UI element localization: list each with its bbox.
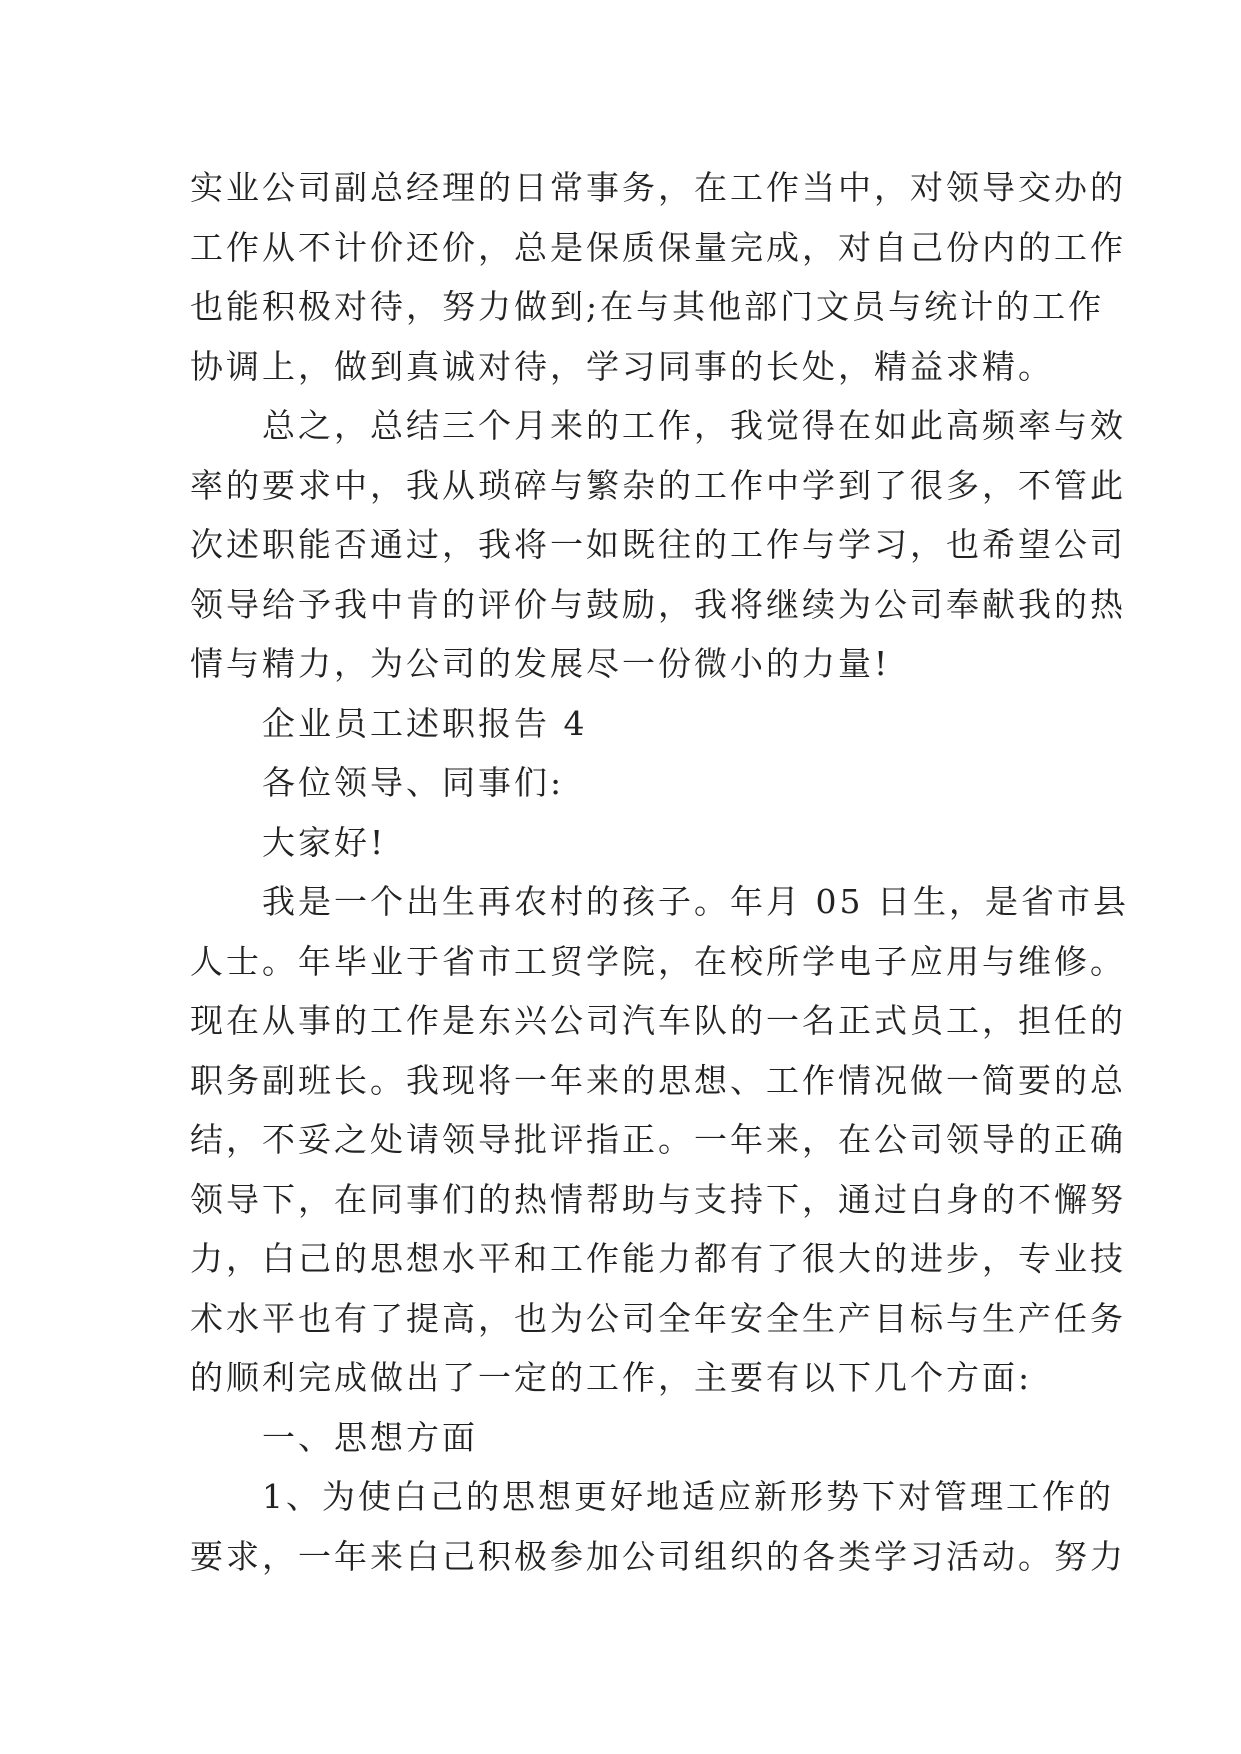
text-line: 领导下，在同事们的热情帮助与支持下，通过白身的不懈努	[190, 1179, 1126, 1219]
text-line: 力，白己的思想水平和工作能力都有了很大的进步，专业技	[190, 1239, 1126, 1278]
text-line: 现在从事的工作是东兴公司汽车队的一名正式员工，担任的	[190, 1001, 1126, 1040]
text-line: 情与精力，为公司的发展尽一份微小的力量!	[190, 644, 891, 683]
text-line: 我是一个出生再农村的孩子。年月 05 日生，是省市县	[190, 882, 1129, 921]
text-line: 总之，总结三个月来的工作，我觉得在如此高频率与效	[190, 406, 1126, 445]
subsection-heading: 一、思想方面	[190, 1417, 478, 1457]
text-line: 人士。年毕业于省市工贸学院，在校所学电子应用与维修。	[190, 941, 1126, 981]
text-line: 1、为使白己的思想更好地适应新形势下对管理工作的	[190, 1477, 1114, 1516]
body-text	[190, 158, 1129, 1586]
text-line: 术水平也有了提高，也为公司全年安全生产目标与生产任务	[190, 1298, 1126, 1338]
text-line: 结，不妥之处请领导批评指正。一年来，在公司领导的正确	[190, 1120, 1126, 1159]
text-line: 实业公司副总经理的日常事务，在工作当中，对领导交办的	[190, 168, 1126, 207]
text-line: 的顺利完成做出了一定的工作，主要有以下几个方面:	[190, 1358, 1033, 1397]
text-line: 协调上，做到真诚对待，学习同事的长处，精益求精。	[190, 346, 1054, 386]
text-line: 率的要求中，我从琐碎与繁杂的工作中学到了很多，不管此	[190, 465, 1126, 505]
text-line: 要求，一年来白己积极参加公司组织的各类学习活动。努力	[190, 1536, 1126, 1576]
greeting: 大家好!	[190, 822, 387, 862]
text-line: 也能积极对待，努力做到;在与其他部门文员与统计的工作	[190, 287, 1105, 326]
salutation: 各位领导、同事们:	[190, 763, 565, 802]
section-heading: 企业员工述职报告 4	[190, 703, 588, 743]
text-line: 工作从不计价还价，总是保质保量完成，对自己份内的工作	[190, 227, 1126, 267]
text-line: 领导给予我中肯的评价与鼓励，我将继续为公司奉献我的热	[190, 584, 1126, 624]
text-line: 次述职能否通过，我将一如既往的工作与学习，也希望公司	[190, 525, 1126, 564]
text-line: 职务副班长。我现将一年来的思想、工作情况做一简要的总	[190, 1060, 1126, 1100]
